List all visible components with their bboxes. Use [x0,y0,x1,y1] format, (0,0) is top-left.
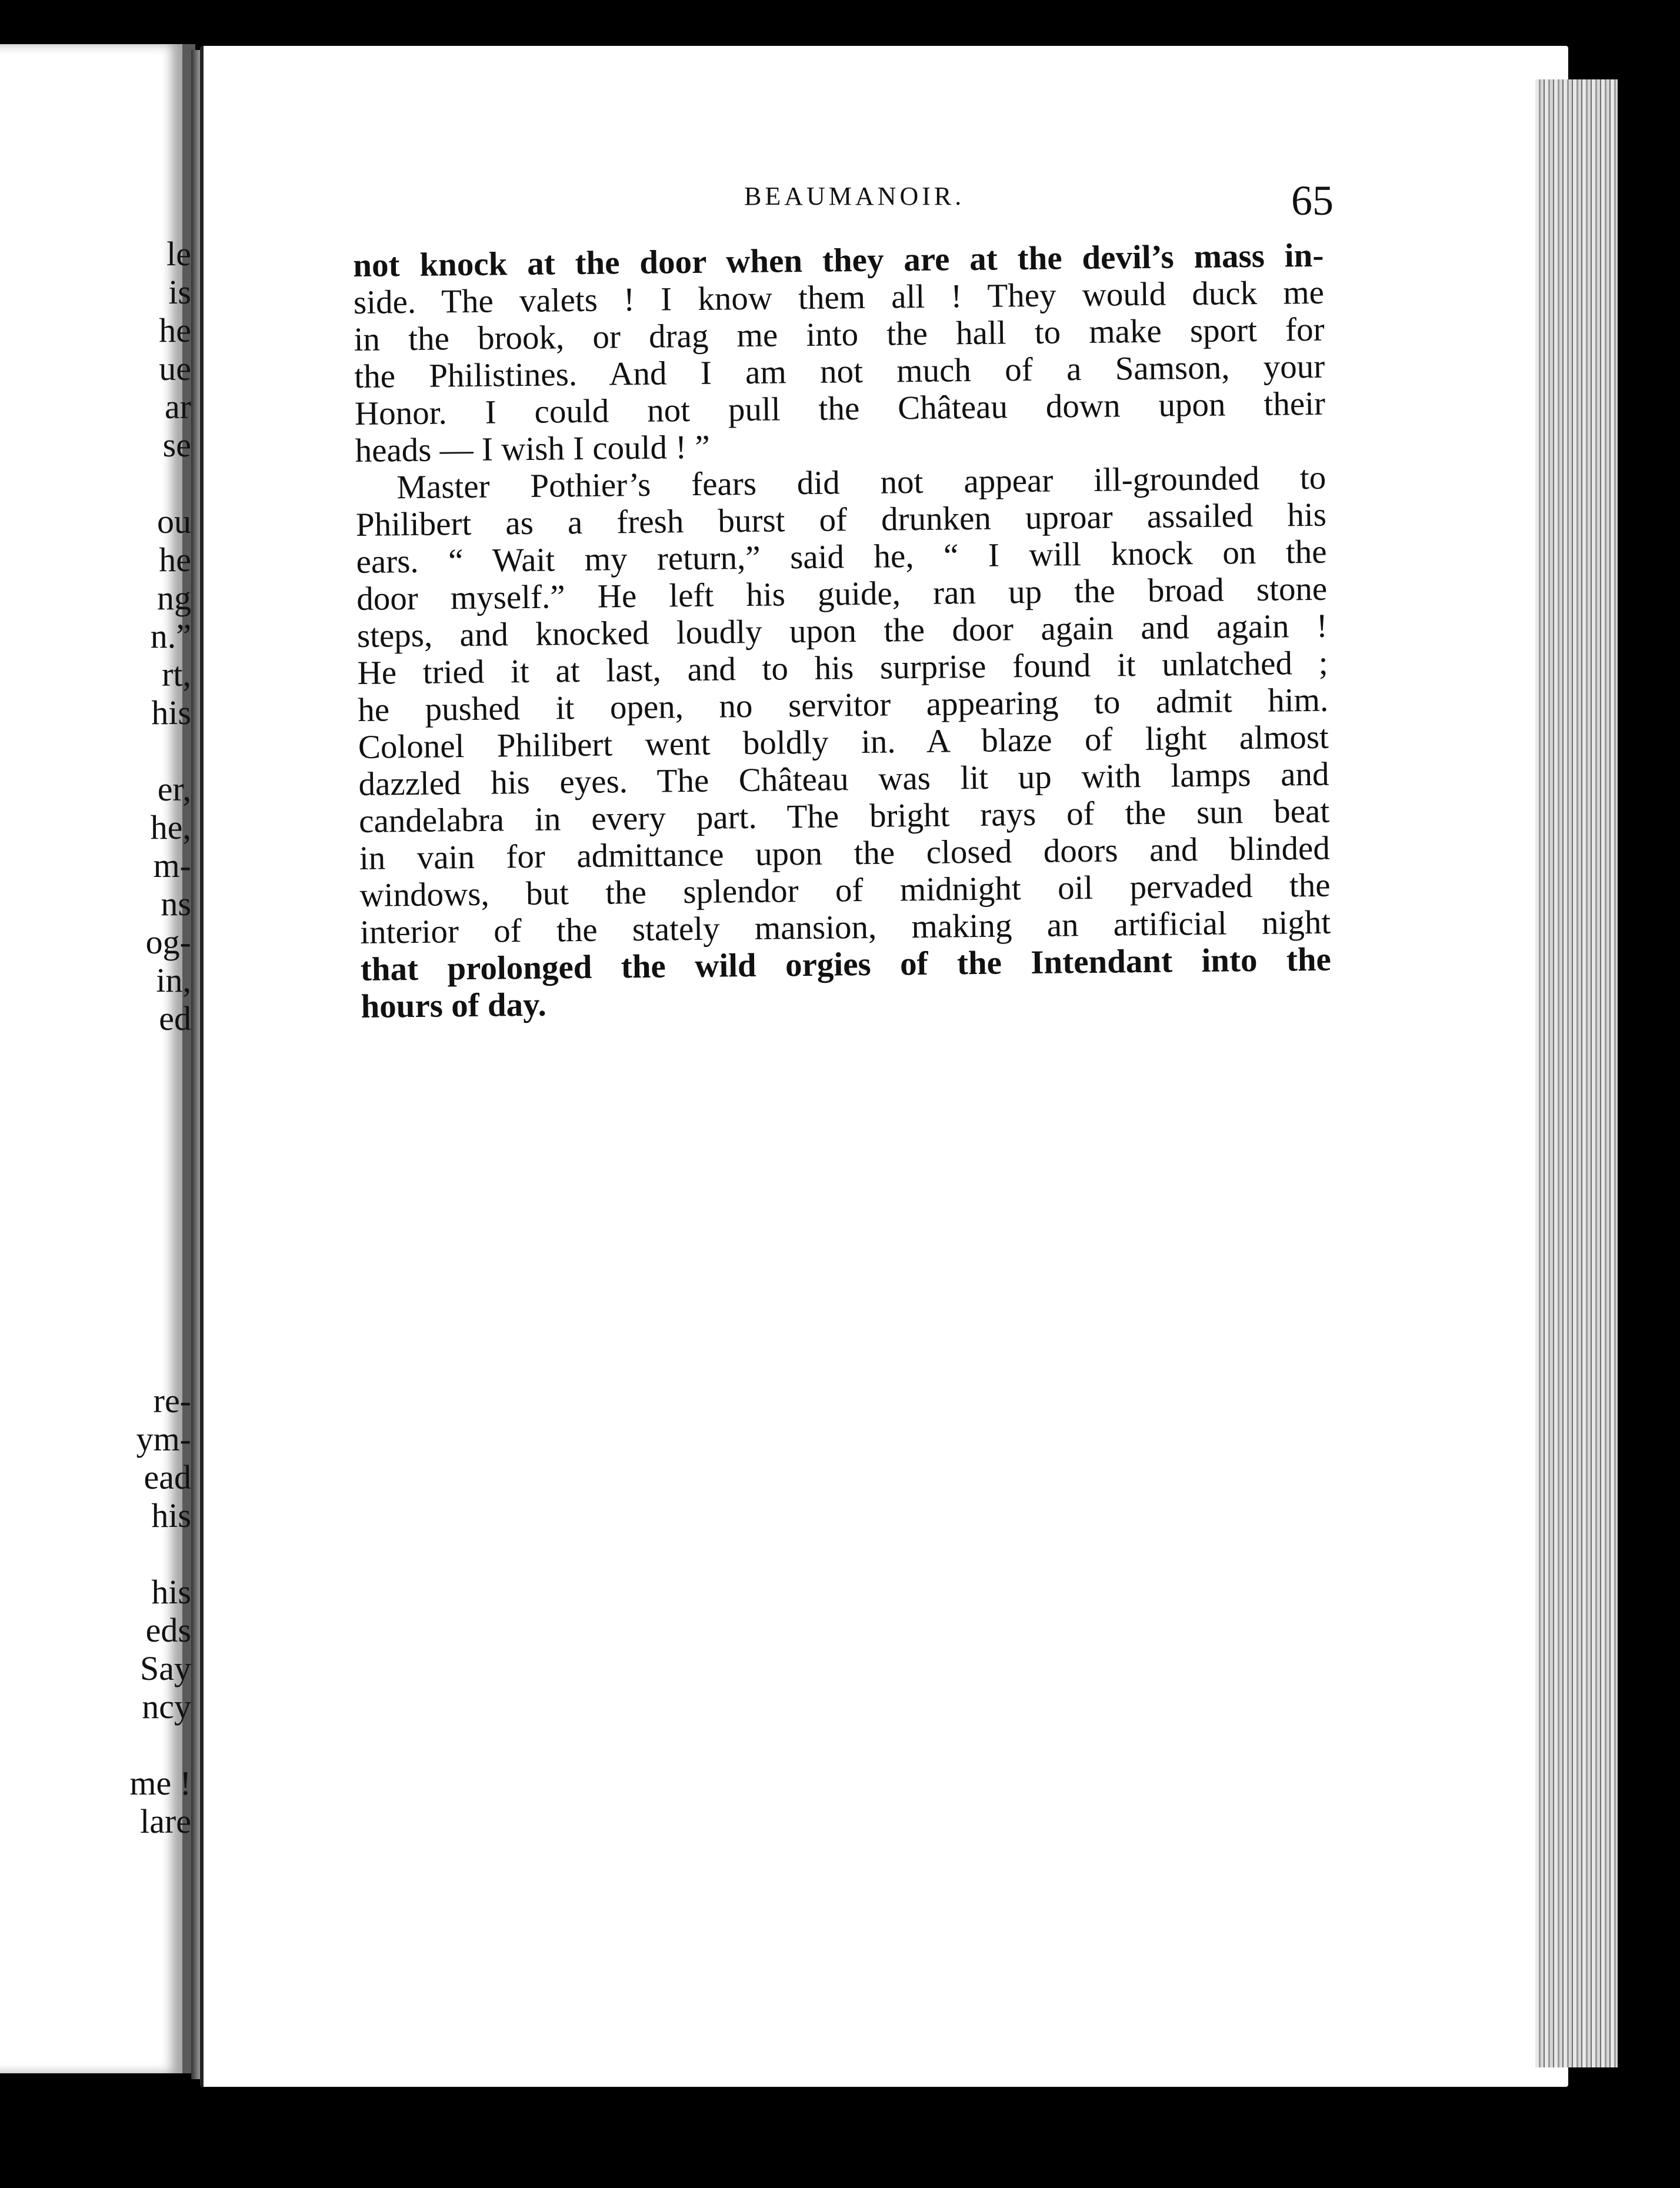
left-page-fragment: ue [159,349,191,388]
left-page-fragment: re- [153,1382,191,1420]
left-page-fragment: m- [153,846,191,885]
text-line: the Philistines. And I am not much of a Samson, your [354,348,1325,395]
left-page-fragment: ym- [136,1420,191,1458]
left-page-fragment: his [151,1496,191,1535]
page-edges [1535,79,1618,2067]
text-line: not knock at the door when they are at the devil’s mass in- [353,236,1324,284]
left-page-fragment: er, [157,770,191,808]
paragraph-1 [353,237,1326,469]
text-line: ears. “ Wait my return,” said he, “ I will knock on the [356,533,1327,581]
left-page-fragment: he [159,541,191,579]
text-line: interior of the stately mansion, making an artificial night [359,903,1331,951]
left-page-fragment: rt, [162,655,191,693]
left-page-fragment: ncy [142,1687,191,1726]
left-page-fragment: le [166,235,191,273]
text-line: He tried it at last, and to his surprise found it unlatched ; [357,644,1328,692]
text-line: windows, but the splendor of midnight oil pervaded the [359,866,1331,914]
left-page-fragment: me ! [129,1764,191,1802]
left-page-fragment: eds [145,1611,191,1649]
left-page-fragment: in, [156,961,191,999]
running-head: BEAUMANOIR. [744,182,965,211]
text-line: hours of day. [361,986,547,1025]
left-page-fragment: se [162,426,191,464]
text-line: side. The valets ! I know them all ! They would duck me [353,274,1325,321]
left-page-fragment: n.” [150,617,191,655]
left-page-fragment: ed [159,999,191,1038]
text-line: dazzled his eyes. The Château was lit up with lamps and [358,755,1329,803]
text-line: in vain for admittance upon the closed doors and blinded [359,829,1331,877]
left-page-fragment: is [168,273,191,311]
left-page-fragment: ou [157,502,191,541]
text-line: Master Pothier’s fears did not appear ill-grounded to [396,459,1326,506]
left-page-fragment: Say [140,1649,191,1687]
text-line: in the brook, or drag me into the hall to make sport for [354,311,1325,358]
text-line: heads — I wish I could ! ” [355,428,711,469]
text-line: steps, and knocked loudly upon the door again and again ! [356,607,1328,655]
text-line: Colonel Philibert went boldly in. A blaze of light almost [358,718,1329,766]
left-page-fragment: he, [150,808,191,846]
text-line: candelabra in every part. The bright rays of the sun beat [358,792,1330,840]
paragraph-2 [355,459,1332,1025]
left-page-fragment: lare [140,1802,191,1840]
page-number: 65 [1291,177,1334,224]
left-page-fragment: his [151,1573,191,1611]
body-text [353,237,1332,1025]
left-page-fragment: ns [161,885,191,923]
text-line: that prolonged the wild orgies of the Intendant into the [360,940,1332,988]
text-line: he pushed it open, no servitor appearing to admit him. [357,681,1329,729]
left-page-fragment: his [151,693,191,732]
text-line: Philibert as a fresh burst of drunken uproar assailed his [355,496,1327,543]
text-line: door myself.” He left his guide, ran up the broad stone [356,570,1328,618]
left-page-fragment: he [159,311,191,349]
left-page-fragment: ead [144,1458,191,1496]
facing-left-page [0,44,195,2073]
left-page-fragment: ng [157,579,191,617]
text-line: Honor. I could not pull the Château down upon their [354,385,1326,432]
left-page-fragment: og- [145,923,191,961]
left-page-fragment: ar [164,388,191,426]
